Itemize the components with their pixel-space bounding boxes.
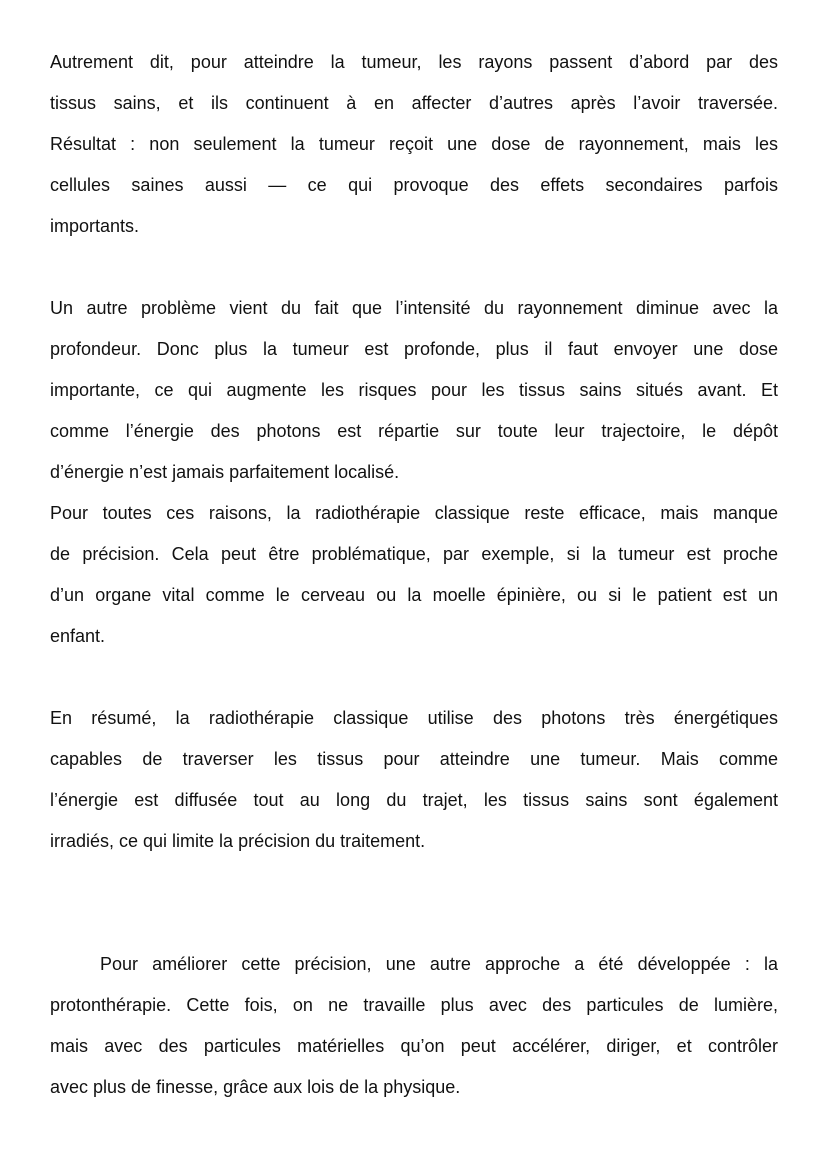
- text-line: protonthérapie. Cette fois, on ne travaille plus avec des particules de lumière,: [50, 995, 778, 1015]
- text-line: d’un organe vital comme le cerveau ou la moelle épinière, ou si le patient est un: [50, 585, 778, 605]
- text-line: enfant.: [50, 626, 106, 646]
- text-line: Résultat : non seulement la tumeur reçoit une dose de rayonnement, mais les: [50, 134, 778, 154]
- text-line: importante, ce qui augmente les risques pour les tissus sains situés avant. Et: [50, 380, 778, 400]
- paragraph: [50, 698, 778, 862]
- text-line: irradiés, ce qui limite la précision du traitement.: [50, 831, 426, 851]
- text-line: d’énergie n’est jamais parfaitement localisé.: [50, 462, 400, 482]
- text-line: comme l’énergie des photons est répartie sur toute leur trajectoire, le dépôt: [50, 421, 778, 441]
- text-line: cellules saines aussi — ce qui provoque des effets secondaires parfois: [50, 175, 778, 195]
- text-line: capables de traverser les tissus pour atteindre une tumeur. Mais comme: [50, 749, 778, 769]
- paragraph: [50, 288, 778, 493]
- text-line: tissus sains, et ils continuent à en affecter d’autres après l’avoir traversée.: [50, 93, 778, 113]
- paragraph: [50, 493, 778, 657]
- text-line: Autrement dit, pour atteindre la tumeur, les rayons passent d’abord par des: [50, 52, 778, 72]
- text-line: Pour toutes ces raisons, la radiothérapie classique reste efficace, mais manque: [50, 503, 778, 523]
- text-line: de précision. Cela peut être problématique, par exemple, si la tumeur est proche: [50, 544, 778, 564]
- text-line: importants.: [50, 216, 140, 236]
- text-line: Pour améliorer cette précision, une autre approche a été développée : la: [100, 954, 778, 974]
- text-line: l’énergie est diffusée tout au long du trajet, les tissus sains sont également: [50, 790, 778, 810]
- text-line: profondeur. Donc plus la tumeur est profonde, plus il faut envoyer une dose: [50, 339, 778, 359]
- document-body: [50, 42, 778, 1108]
- paragraph: [50, 944, 778, 1108]
- paragraph: [50, 42, 778, 247]
- text-line: Un autre problème vient du fait que l’intensité du rayonnement diminue avec la: [50, 298, 778, 318]
- text-line: mais avec des particules matérielles qu’on peut accélérer, diriger, et contrôler: [50, 1036, 778, 1056]
- text-line: En résumé, la radiothérapie classique utilise des photons très énergétiques: [50, 708, 778, 728]
- text-line: avec plus de finesse, grâce aux lois de la physique.: [50, 1077, 461, 1097]
